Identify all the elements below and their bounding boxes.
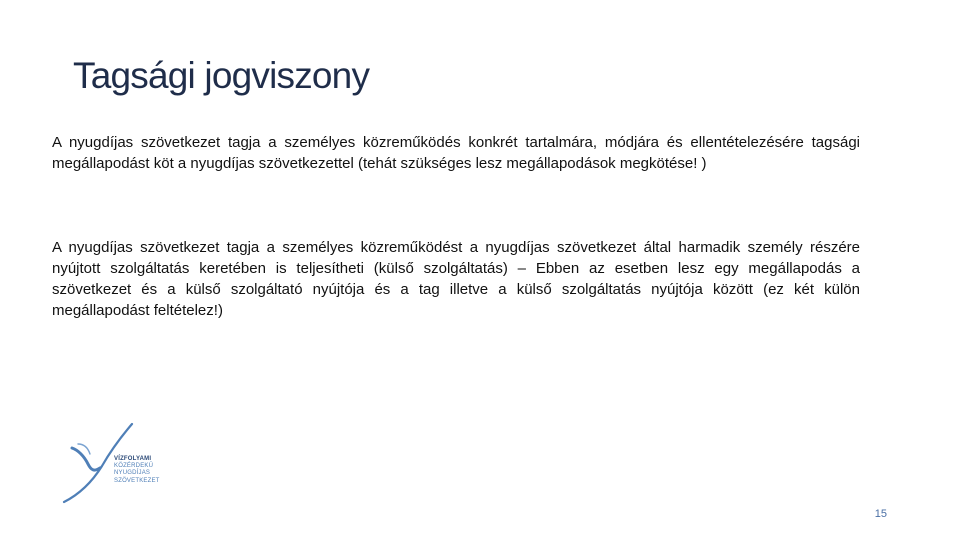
slide-title: Tagsági jogviszony <box>73 55 370 96</box>
paragraph-external-service: A nyugdíjas szövetkezet tagja a személyes közreműködést a nyugdíjas szövetkezet által harmadik személy részére nyújtott szolgáltatás keretében is teljesítheti (külső szolgáltatás) – Ebben az esetben lesz egy megállapodás a szövetkezet és a külső szolgáltató nyújtója és a tag illetve a külső szolgáltatás nyújtója között (ez két külön megállapodást feltételez!) <box>52 239 860 319</box>
logo-wordmark <box>114 456 160 485</box>
cooperative-logo <box>58 420 178 510</box>
logo-line: VÍZFOLYAMI <box>114 456 152 462</box>
logo-line: NYUGDÍJAS <box>114 470 151 477</box>
page-number: 15 <box>874 508 887 520</box>
logo-line: KÖZÉRDEKŰ <box>114 463 154 470</box>
logo-line: SZÖVETKEZET <box>114 477 160 484</box>
paragraph-membership-agreement: A nyugdíjas szövetkezet tagja a személyes közreműködés konkrét tartalmára, módjára és ellentételezésére tagsági megállapodást köt a nyugdíjas szövetkezettel (tehát szükséges lesz megállapodások megkötése! ) <box>52 134 860 172</box>
